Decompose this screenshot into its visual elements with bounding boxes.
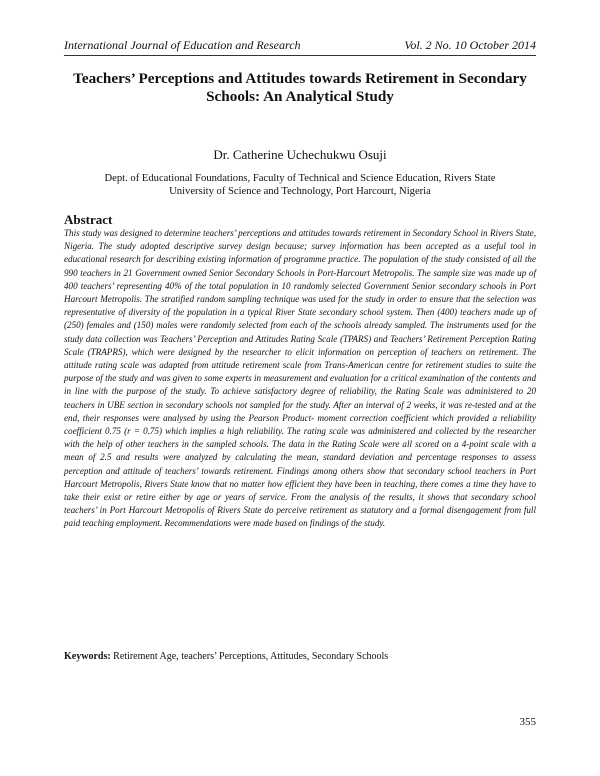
journal-name: International Journal of Education and Research (64, 38, 301, 52)
keywords-text: Retirement Age, teachers’ Perceptions, Attitudes, Secondary Schools (113, 651, 389, 662)
abstract-heading: Abstract (64, 212, 113, 227)
page-number: 355 (519, 716, 536, 728)
paper-title: Teachers’ Perceptions and Attitudes towards Retirement in Secondary Schools: An Analytical Study (73, 70, 527, 105)
affiliation-line-1: Dept. of Educational Foundations, Faculty of Technical and Science Education, Rivers State (104, 173, 496, 184)
keywords-line (64, 651, 536, 662)
author-name: Dr. Catherine Uchechukwu Osuji (213, 147, 387, 162)
author-affiliation (60, 172, 540, 198)
affiliation-line-2: University of Science and Technology, Port Harcourt, Nigeria (169, 186, 431, 197)
header-divider (64, 55, 536, 56)
running-header (64, 38, 536, 54)
issue-info: Vol. 2 No. 10 October 2014 (404, 38, 536, 52)
abstract-body: This study was designed to determine teachers’ perceptions and attitudes towards retirement in Secondary School in Rivers State, Nigeria. The study adopted descriptive survey design because; survey information has been accepted as a useful tool in educational research for describing existing information of programme practice. The population of the study consisted of all the 990 teachers in 21 Government owned Senior Secondary Schools in Port-Harcourt Metropolis. The sample size was made up of 400 teachers’ representing 40% of the total population in 10 randomly selected Government Senior secondary schools in Port Harcourt Metropolis. The stratified random sampling technique was used for the study in order to ensure that the selection was representative of diversity of the population in a typical River State secondary school system. Then (400) teachers made up of (250) females and (150) males were randomly selected from each of the schools already sampled. The instruments used for the study data collection was Teachers’ Perception and Attitudes Rating Scale (TPARS) and Teachers’ Retirement Perception Rating Scale (TRAPRS), which were designed by the researcher to elicit information on perception of teachers on retirement. The attitude rating scale was adapted from attitude retirement scale from Trans-American centre for retirement studies to suite the purpose of the study and was given to some experts in measurement and evaluation for a critical examination of the contents and in line with the purpose of the study. To achieve satisfactory degree of reliability, the Rating Scale was administered to 20 teachers in UBE section in secondary schools not sampled for the study. After an interval of 2 weeks, it was re-tested and at the end, their responses were analysed by using the Pearson Product- moment correction coefficient which provided a reliability coefficient 0.75 (r = 0.75) which implies a high reliability. The rating scale was administered and collected by the researcher with the help of other teachers in the sampled schools. The data in the Rating Scale were all scored on a 4-point scale with a mean of 2.5 and results were analyzed by calculating the mean, standard deviation and percentage responses to assess perception and attitude of teachers’ towards retirement. Findings among others show that secondary school teachers in Port Harcourt Metropolis, Rivers State know that no matter how efficient they have been in teaching, there comes a time they have to take their exist or retire either by age or years of service. From the analysis of the results, it shows that secondary school teachers’ in Port Harcourt Metropolis of Rivers State do perceive retirement as statutory and a formal disengagement from full paid teaching employment. Recommendations were made based on findings of the study. (64, 228, 536, 529)
keywords-label: Keywords: (64, 651, 111, 662)
